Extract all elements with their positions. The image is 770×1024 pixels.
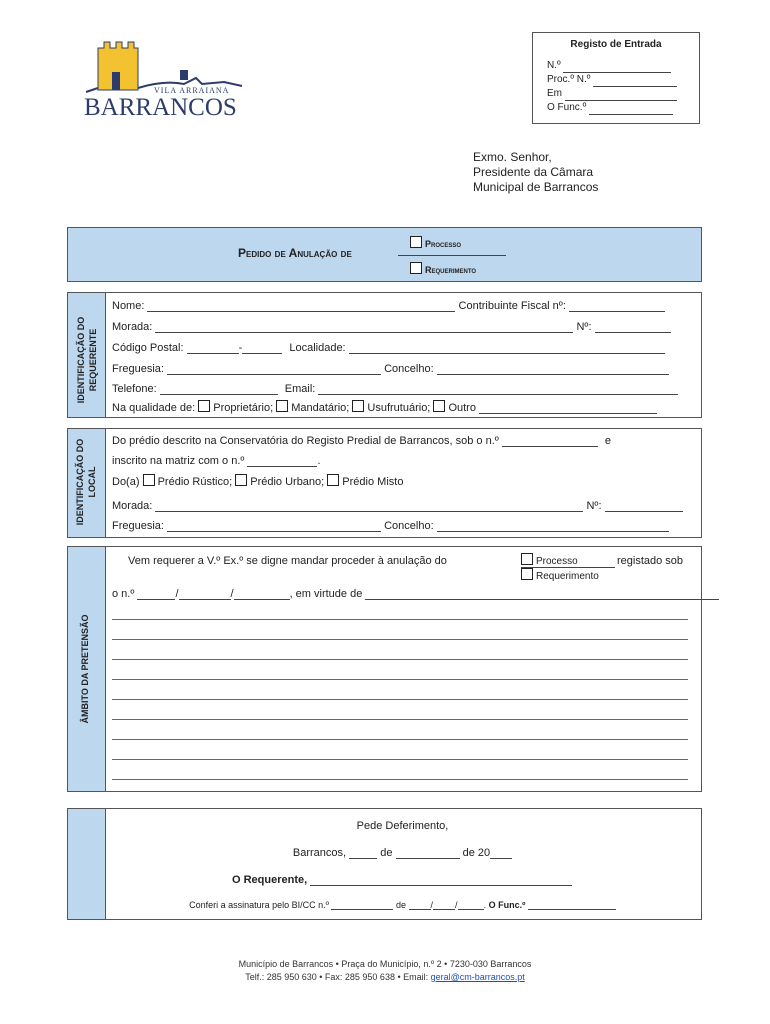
local-freguesia-label: Freguesia: — [112, 520, 164, 532]
local-sidebar-label: IDENTIFICAÇÃO DO LOCAL — [75, 438, 97, 526]
local-freguesia-field[interactable] — [167, 520, 381, 532]
func-label: O Func.º — [488, 900, 526, 910]
mandatario-label: Mandatário; — [291, 402, 350, 414]
day-field[interactable] — [349, 847, 377, 859]
footer-contacts: Telf.: 285 950 630 • Fax: 285 950 638 • Email: — [245, 972, 429, 982]
registo-entrada-box — [532, 32, 700, 124]
local-n-field[interactable] — [605, 500, 683, 512]
inscrito-text: inscrito na matriz com o n.º — [112, 455, 245, 467]
registo-proc-field[interactable] — [593, 75, 677, 87]
requerente-sidebar-label: IDENTIFICAÇÃO DO REQUERENTE — [76, 316, 98, 404]
proprietario-label: Proprietário; — [213, 402, 274, 414]
addressee-line3: Municipal de Barrancos — [473, 180, 599, 194]
footer-line1: Município de Barrancos • Praça do Município, n.º 2 • 7230-030 Barrancos — [238, 959, 532, 969]
misto-checkbox[interactable] — [327, 474, 339, 486]
pretensao-processo-checkbox[interactable] — [521, 553, 533, 565]
localidade-field[interactable] — [349, 342, 665, 354]
on-field-c[interactable] — [234, 588, 290, 600]
outro-label: Outro — [448, 402, 476, 414]
codigo-postal-label: Código Postal: — [112, 342, 184, 354]
pretensao-intro: Vem requerer a V.º Ex.º se digne mandar proceder à anulação do — [128, 555, 447, 567]
localidade-label: Localidade: — [289, 342, 346, 354]
registo-n-label: N.º — [547, 60, 561, 71]
footer — [0, 958, 770, 984]
pretensao-sidebar-label: ÂMBITO DA PRETENSÃO — [80, 614, 90, 724]
logo-name: BARRANCOS — [84, 94, 237, 121]
de2-label: de 20 — [462, 847, 491, 859]
de3-label: de — [396, 900, 407, 910]
morada-n-field[interactable] — [595, 321, 671, 333]
outro-field[interactable] — [479, 402, 657, 414]
registo-func-field[interactable] — [589, 103, 673, 115]
requerente-label: O Requerente, — [232, 874, 308, 886]
registo-em-label: Em — [547, 88, 562, 99]
concelho-label: Concelho: — [384, 363, 434, 375]
codigo-postal-field-a[interactable] — [187, 342, 239, 354]
email-label: Email: — [284, 383, 316, 395]
logo-tagline: VILA ARRAIANA — [154, 86, 230, 95]
de1-label: de — [380, 847, 393, 859]
freguesia-label: Freguesia: — [112, 363, 164, 375]
month-field[interactable] — [396, 847, 460, 859]
pretensao-line-4[interactable] — [112, 679, 688, 680]
registo-date-field[interactable] — [565, 89, 677, 101]
addressee — [473, 150, 598, 195]
outro-checkbox[interactable] — [433, 400, 445, 412]
pretensao-line-3[interactable] — [112, 659, 688, 660]
inscrito-end: . — [317, 455, 321, 467]
predio-e: e — [604, 435, 612, 447]
pretensao-requerimento-label: Requerimento — [536, 571, 599, 582]
local-concelho-field[interactable] — [437, 520, 669, 532]
predio-text: Do prédio descrito na Conservatória do Registo Predial de Barrancos, sob o n.º — [112, 435, 499, 447]
registo-n-field[interactable] — [563, 61, 671, 73]
conferi-label: Conferi a assinatura pelo BI/CC n.º — [189, 900, 329, 910]
usufrutuario-checkbox[interactable] — [352, 400, 364, 412]
on-field-a[interactable] — [137, 588, 175, 600]
addressee-line1: Exmo. Senhor, — [473, 150, 552, 164]
telefone-field[interactable] — [160, 383, 278, 395]
func-field[interactable] — [528, 900, 616, 910]
addressee-line2: Presidente da Câmara — [473, 165, 594, 179]
doa-label: Do(a) — [112, 476, 140, 488]
bicc-date-a[interactable] — [409, 900, 431, 910]
virtude-label: , em virtude de — [289, 588, 363, 600]
usufrutuario-label: Usufrutuário; — [367, 402, 431, 414]
footer-email-link[interactable]: geral@cm-barrancos.pt — [430, 972, 525, 982]
mandatario-checkbox[interactable] — [276, 400, 288, 412]
qualidade-label: Na qualidade de: — [112, 402, 196, 414]
header-requerimento-label: Requerimento — [425, 265, 477, 275]
urbano-label: Prédio Urbano; — [250, 476, 325, 488]
local-n-label: Nº: — [586, 500, 602, 512]
registo-func-label: O Func.º — [547, 102, 587, 113]
bicc-field[interactable] — [331, 900, 393, 910]
pretensao-processo-label: Processo — [536, 556, 578, 567]
form-header — [67, 227, 702, 282]
pede-deferimento: Pede Deferimento, — [356, 820, 449, 832]
rustico-label: Prédio Rústico; — [157, 476, 233, 488]
pretensao-line-9[interactable] — [112, 779, 688, 780]
concelho-field[interactable] — [437, 363, 669, 375]
requerente-signature-field[interactable] — [310, 874, 572, 886]
nome-field[interactable] — [147, 300, 455, 312]
pretensao-section — [105, 546, 702, 792]
form-title: Pedido de Anulação de — [238, 246, 352, 260]
local-morada-label: Morada: — [112, 500, 153, 512]
pretensao-line-6[interactable] — [112, 719, 688, 720]
morada-n-label: Nº: — [576, 321, 592, 333]
morada-label: Morada: — [112, 321, 153, 333]
registo-proc-label: Proc.º N.º — [547, 74, 591, 85]
local-concelho-label: Concelho: — [384, 520, 434, 532]
pretensao-line-2[interactable] — [112, 639, 688, 640]
inscrito-field[interactable] — [247, 455, 317, 467]
deferimento-sidebar — [67, 808, 107, 920]
pretensao-requerimento-checkbox[interactable] — [521, 568, 533, 580]
telefone-label: Telefone: — [112, 383, 157, 395]
barrancos-label: Barrancos, — [292, 847, 347, 859]
nome-label: Nome: — [112, 300, 145, 312]
pretensao-line-1[interactable] — [112, 619, 688, 620]
pretensao-line-5[interactable] — [112, 699, 688, 700]
on-label: o n.º — [112, 588, 135, 600]
municipality-logo — [84, 40, 244, 122]
contribuinte-label: Contribuinte Fiscal nº: — [458, 300, 566, 312]
local-morada-field[interactable] — [155, 500, 583, 512]
morada-field[interactable] — [155, 321, 573, 333]
registo-title: Registo de Entrada — [570, 39, 662, 50]
bicc-date-b[interactable] — [433, 900, 455, 910]
freguesia-field[interactable] — [167, 363, 381, 375]
email-field[interactable] — [318, 383, 678, 395]
registado-text: registado sob — [617, 555, 684, 567]
misto-label: Prédio Misto — [342, 476, 404, 488]
header-processo-label: Processo — [425, 239, 462, 249]
predio-n-field[interactable] — [502, 435, 598, 447]
header-requerimento-checkbox[interactable] — [410, 262, 422, 274]
year-field[interactable] — [490, 847, 512, 859]
contribuinte-field[interactable] — [569, 300, 665, 312]
urbano-checkbox[interactable] — [235, 474, 247, 486]
virtude-field[interactable] — [365, 588, 719, 600]
bicc-date-c[interactable] — [458, 900, 484, 910]
codigo-postal-field-b[interactable] — [242, 342, 282, 354]
rustico-checkbox[interactable] — [143, 474, 155, 486]
pretensao-line-8[interactable] — [112, 759, 688, 760]
on-field-b[interactable] — [179, 588, 231, 600]
proprietario-checkbox[interactable] — [198, 400, 210, 412]
header-processo-checkbox[interactable] — [410, 236, 422, 248]
pretensao-line-7[interactable] — [112, 739, 688, 740]
